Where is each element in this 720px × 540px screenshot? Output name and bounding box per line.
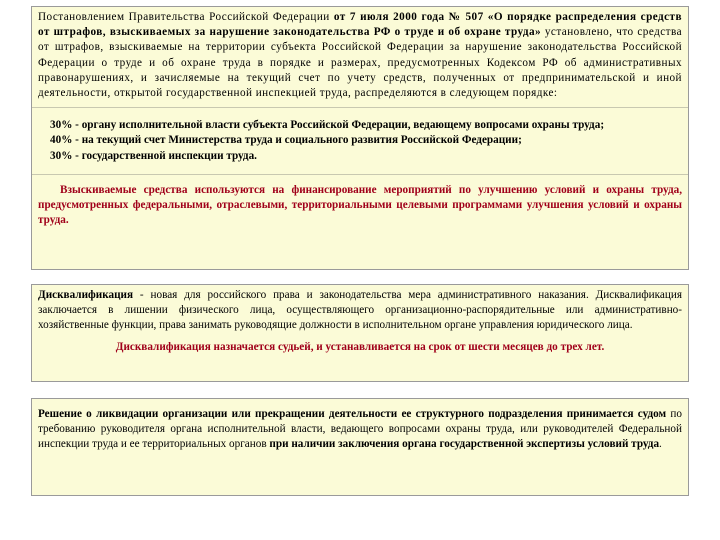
distribution-item-30-inspection: 30% - государственной инспекции труда. bbox=[50, 149, 257, 162]
penalty-distribution-panel bbox=[31, 6, 689, 270]
liquidation-decision-text: Решение о ликвидации организации или прекращении деятельности ее структурного подразделения принимается судом bbox=[38, 408, 667, 420]
liquidation-end-text: . bbox=[659, 438, 662, 451]
disqualification-definition-text: - новая для российского права и законодательства мера административного наказания. Дисквалификация заключается в лишении физического лица, осуществляющего организационно-распорядительные или административно-хозяйственные функции, права занимать руководящие должности в исполнительном органе управления юридического лица. bbox=[38, 289, 682, 332]
decree-body-text: установлено, что средства от штрафов, взыскиваемые на территории субъекта Российской Федерации за нарушение законодательства Российской Федерации о труде и об охране труда в порядке и размерах, предусмотренных Кодексом РФ об административных правонарушениях, и зачисляемые на текущий счет по учету средств, полученных от предпринимательской и иной деятельности, открытой государственной инспекцией труда, распределяются в следующем порядке: bbox=[38, 26, 682, 100]
liquidation-paragraph bbox=[38, 407, 682, 453]
divider bbox=[32, 101, 688, 108]
distribution-list bbox=[38, 118, 682, 164]
disqualification-term: Дисквалификация bbox=[38, 289, 134, 301]
disqualification-definition bbox=[38, 288, 682, 334]
distribution-item-30-region: 30% - органу исполнительной власти субъекта Российской Федерации, ведающему вопросами охраны труда; bbox=[50, 119, 605, 132]
decree-title: от 7 июля 2000 года № 507 «О порядке распределения средств от штрафов, взыскиваемых за нарушение законодательства РФ о труде и об охране труда» bbox=[38, 11, 682, 39]
funds-usage-note: Взыскиваемые средства используются на финансирование мероприятий по улучшению условий и охраны труда, предусмотренных федеральными, отраслевыми, территориальными целевыми программами улучшения условий и охраны труда. bbox=[38, 183, 682, 227]
liquidation-condition-text: при наличии заключения органа государственной экспертизы условий труда bbox=[269, 438, 660, 451]
distribution-item-40-ministry: 40% - на текущий счет Министерства труда и социального развития Российской Федерации; bbox=[50, 134, 522, 147]
divider bbox=[32, 168, 688, 175]
liquidation-panel bbox=[31, 398, 689, 496]
disqualification-panel bbox=[31, 284, 689, 382]
decree-intro-text: Постановлением Правительства Российской Федерации bbox=[38, 11, 334, 23]
disqualification-note: Дисквалификация назначается судьей, и устанавливается на срок от шести месяцев до трех лет. bbox=[115, 340, 605, 353]
liquidation-body-text: по требованию руководителя органа исполнительной власти, ведающего вопросами охраны труда, или руководителей Федеральной инспекции труда и ее территориальных органов bbox=[38, 408, 682, 451]
decree-paragraph bbox=[38, 10, 682, 101]
